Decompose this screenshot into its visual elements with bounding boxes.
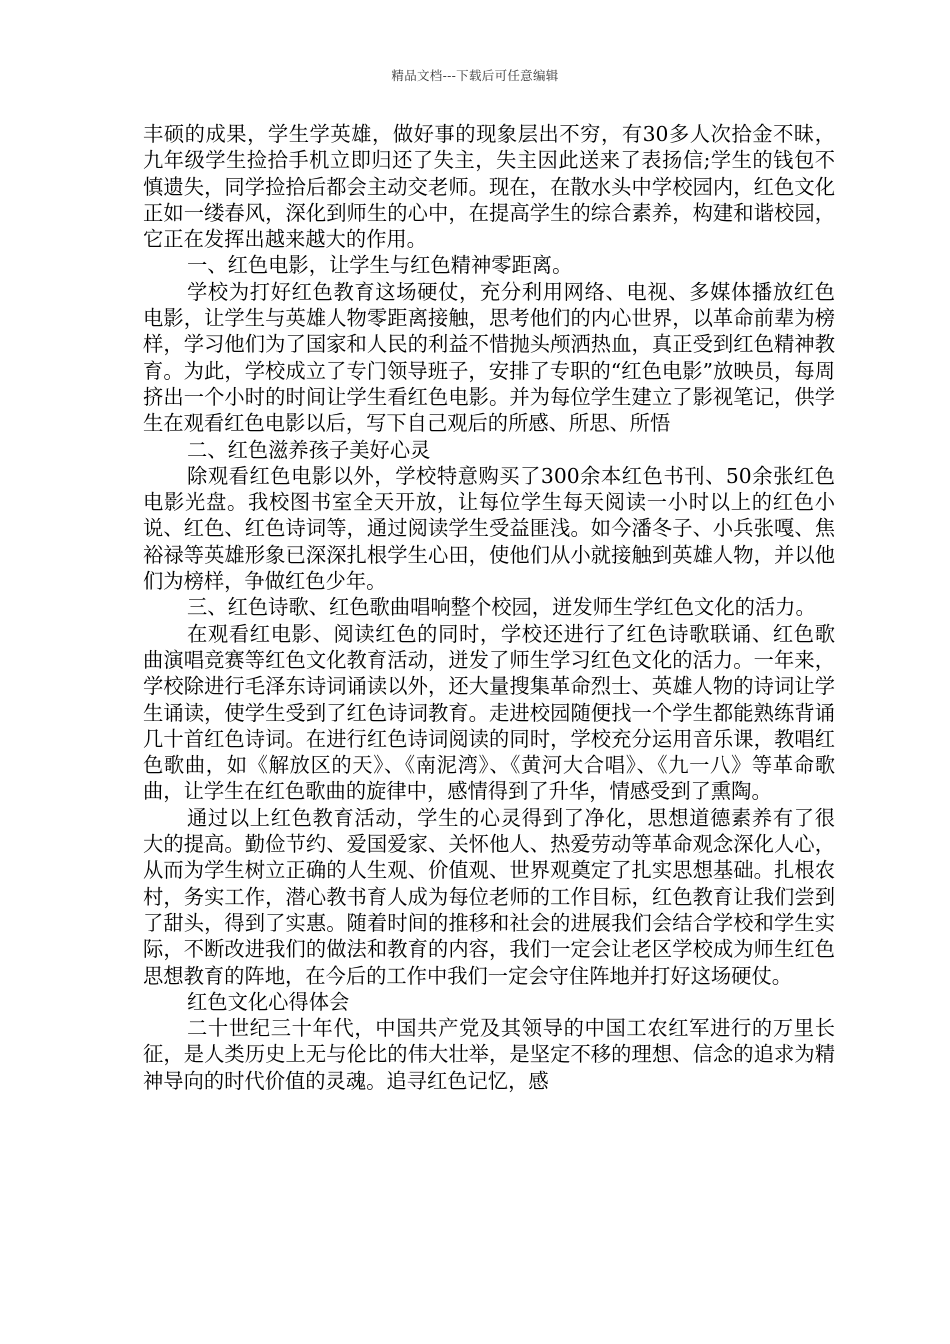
document-body — [143, 121, 835, 1094]
paragraph: 在观看红电影、阅读红色的同时，学校还进行了红色诗歌联诵、红色歌曲演唱竞赛等红色文化教育活动，迸发了师生学习红色文化的活力。一年来，学校除进行毛泽东诗词诵读以外，还大量搜集革命烈士、英雄人物的诗词让学生诵读，使学生受到了红色诗词教育。走进校园随便找一个学生都能熟练背诵几十首红色诗词。在进行红色诗词阅读的同时，学校充分运用音乐课，教唱红色歌曲，如《解放区的天》、《南泥湾》、《黄河大合唱》、《九一八》等革命歌曲，让学生在红色歌曲的旋律中，感情得到了升华，情感受到了熏陶。 — [143, 621, 835, 804]
document-title: 红色文化心得体会 — [187, 989, 350, 1014]
page-header: 精品文档---下载后可任意编辑 — [391, 68, 559, 83]
section-heading: 一、红色电影，让学生与红色精神零距离。 — [187, 253, 573, 278]
paragraph: 二十世纪三十年代，中国共产党及其领导的中国工农红军进行的万里长征，是人类历史上无与伦比的伟大壮举，是坚定不移的理想、信念的追求为精神导向的时代价值的灵魂。追寻红色记忆，感 — [143, 1016, 835, 1093]
section-heading: 三、红色诗歌、红色歌曲唱响整个校园，迸发师生学红色文化的活力。 — [187, 595, 816, 620]
paragraph: 除观看红色电影以外，学校特意购买了300余本红色书刊、50余张红色电影光盘。我校图书室全天开放，让每位学生每天阅读一小时以上的红色小说、红色、红色诗词等，通过阅读学生受益匪浅。如今潘冬子、小兵张嘎、焦裕禄等英雄形象已深深扎根学生心田，使他们从小就接触到英雄人物，并以他们为榜样，争做红色少年。 — [143, 463, 835, 594]
paragraph: 学校为打好红色教育这场硬仗，充分利用网络、电视、多媒体播放红色电影，让学生与英雄人物零距离接触，思考他们的内心世界，以革命前辈为榜样，学习他们为了国家和人民的利益不惜抛头颅洒热血，真正受到红色精神教育。为此，学校成立了专门领导班子，安排了专职的“红色电影”放映员，每周挤出一个小时的时间让学生看红色电影。并为每位学生建立了影视笔记，供学生在观看红色电影以后，写下自己观后的所感、所思、所悟 — [143, 279, 835, 436]
paragraph: 通过以上红色教育活动，学生的心灵得到了净化，思想道德素养有了很大的提高。勤俭节约、爱国爱家、关怀他人、热爱劳动等革命观念深化人心，从而为学生树立正确的人生观、价值观、世界观奠定了扎实思想基础。扎根农村，务实工作，潜心教书育人成为每位老师的工作目标，红色教育让我们尝到了甜头，得到了实惠。随着时间的推移和社会的进展我们会结合学校和学生实际，不断改进我们的做法和教育的内容，我们一定会让老区学校成为师生红色思想教育的阵地，在今后的工作中我们一定会守住阵地并打好这场硬仗。 — [143, 805, 835, 988]
section-heading: 二、红色滋养孩子美好心灵 — [187, 437, 431, 462]
paragraph: 丰硕的成果，学生学英雄，做好事的现象层出不穷，有30多人次拾金不昧，九年级学生捡拾手机立即归还了失主，失主因此送来了表扬信;学生的钱包不慎遗失，同学捡拾后都会主动交老师。现在，在散水头中学校园内，红色文化正如一缕春风，深化到师生的心中，在提高学生的综合素养，构建和谐校园，它正在发挥出越来越大的作用。 — [143, 122, 835, 252]
